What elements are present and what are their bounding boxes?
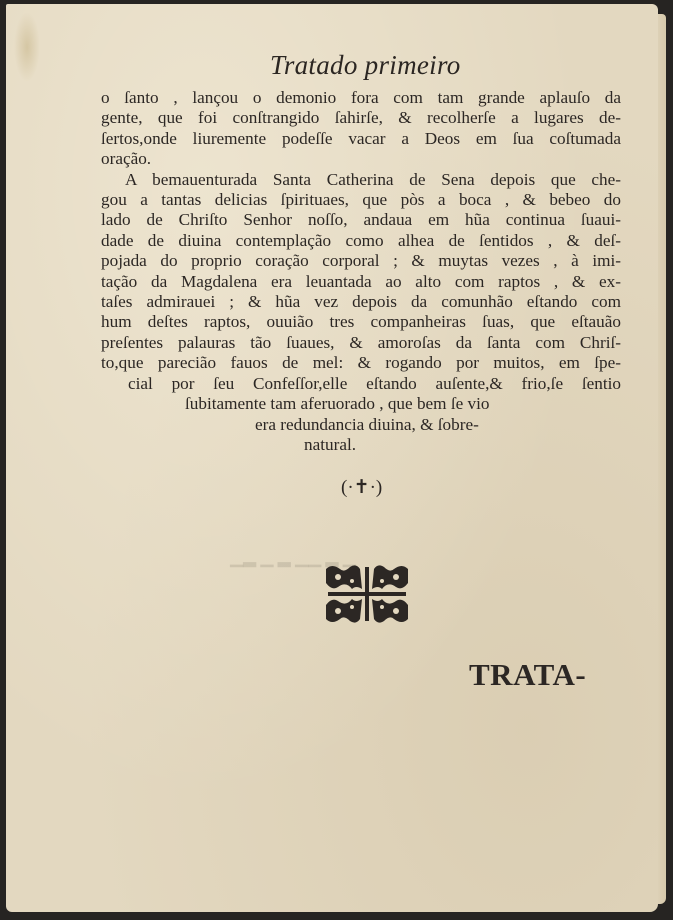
text-line: taſes admirauei ; & hũa vez depois da comunhão eſtando com — [101, 292, 621, 312]
text-line: gou a tantas delicias ſpirituaes, que pòs a boca , & bebeo do — [101, 190, 621, 210]
text-line: era redundancia diuina, & ſobre- — [255, 414, 479, 434]
text-line: pojada do proprio coração corporal ; & muytas vezes , à imi- — [101, 251, 621, 271]
running-head: Tratado primeiro — [270, 50, 461, 80]
catchword: TRATA- — [469, 657, 587, 692]
text-line: o ſanto , lançou o demonio fora com tam grande aplauſo da — [101, 88, 621, 107]
text-line: ſertos,onde liuremente podeſſe vacar a Deos em ſua coſtumada — [101, 128, 621, 148]
text-line: gente, que foi conſtrangido ſahirſe, & recolherſe a lugares de- — [101, 108, 621, 128]
text-line: oração. — [101, 149, 152, 169]
text-line: natural. — [304, 434, 357, 454]
paper-stain — [14, 12, 40, 82]
text-line: dade de diuina contemplação como alhea de ſentidos , & deſ- — [101, 230, 621, 250]
text-line: cial por ſeu Confeſſor,elle eſtando auſente,& frio,ſe ſentio — [128, 373, 621, 393]
text-line: ſubitamente tam aferuorado , que bem ſe vio — [185, 394, 490, 414]
text-line: lado de Chriſto Senhor noſſo, andaua em hũa continua ſuaui- — [101, 210, 621, 230]
body-text — [101, 88, 621, 455]
show-through-text: ▁ ▂ ▁▁ ▂ ▁ ▂▁ — [230, 548, 356, 567]
printers-ornament-icon — [322, 563, 412, 625]
text-line: to,que parecião fauos de mel: & rogando por muitos, em ſpe- — [101, 353, 621, 373]
text-line: tação da Magdalena era leuantada ao alto com raptos , & ex- — [101, 271, 621, 291]
section-mark: (·✝·) — [341, 477, 383, 498]
text-line: A bemauenturada Santa Catherina de Sena depois que che- — [125, 169, 621, 189]
text-line: preſentes palauras tão ſuaues, & amoroſas da ſanta com Chriſ- — [101, 332, 621, 352]
text-line: hum deſtes raptos, ouuião tres companheiras ſuas, que eſtauão — [101, 312, 621, 332]
